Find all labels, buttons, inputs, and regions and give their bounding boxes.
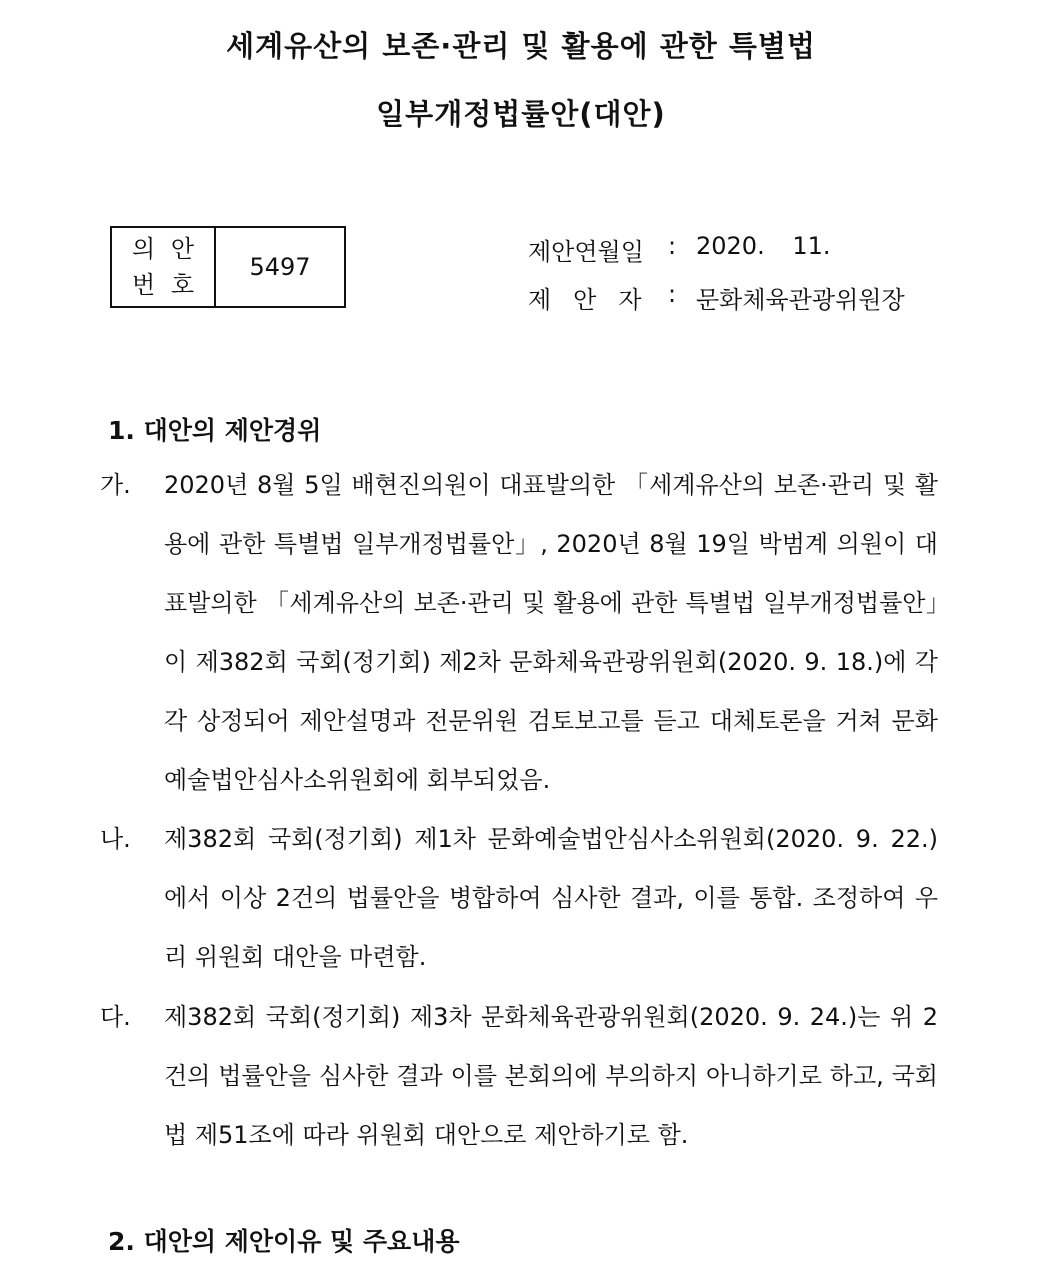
list-item	[100, 810, 938, 987]
bill-number-label-line2: 번 호	[132, 271, 198, 299]
section-heading-1: 1. 대안의 제안경위	[108, 416, 322, 445]
bill-number-label-line1: 의 안	[132, 235, 198, 263]
bill-number-box	[110, 226, 346, 308]
list-item-marker: 가.	[100, 471, 131, 499]
bill-number-label	[112, 228, 216, 306]
bill-number-value: 5497	[249, 253, 311, 281]
list-item	[100, 988, 938, 1165]
list-item-text: 2020년 8월 5일 배현진의원이 대표발의한 「세계유산의 보존·관리 및 활용에 관한 특별법 일부개정법률안」, 2020년 8월 19일 박범계 의원이 대표발의한 「세계유산의 보존·관리 및 활용에 관한 특별법 일부개정법률안」이 제382회 국회(정기회) 제2차 문화체육관광위원회(2020. 9. 18.)에 각각 상정되어 제안설명과 전문위원 검토보고를 듣고 대체토론을 거쳐 문화예술법안심사소위원회에 회부되었음.	[164, 471, 938, 794]
list-item-marker: 다.	[100, 1003, 131, 1031]
list-item-marker: 나.	[100, 825, 131, 853]
list-item-text: 제382회 국회(정기회) 제3차 문화체육관광위원회(2020. 9. 24.)는 위 2건의 법률안을 심사한 결과 이를 본회의에 부의하지 아니하기로 하고, 국회법 제51조에 따라 위원회 대안으로 제안하기로 함.	[164, 1003, 938, 1149]
proposer-value: 문화체육관광위원장	[696, 286, 905, 314]
list-item	[100, 456, 938, 810]
proposer-label: 제안자	[528, 286, 664, 314]
section-heading-2: 2. 대안의 제안이유 및 주요내용	[108, 1227, 460, 1256]
proposer-colon: :	[668, 280, 677, 308]
proposal-date-value: 2020. 11.	[696, 232, 831, 260]
proposer-row	[528, 280, 905, 315]
proposal-date-row	[528, 232, 831, 267]
proposal-date-label: 제안연월일	[528, 238, 644, 266]
document-title: 세계유산의 보존·관리 및 활용에 관한 특별법	[226, 29, 816, 63]
document-subtitle: 일부개정법률안(대안)	[376, 97, 666, 131]
proposal-date-colon: :	[668, 232, 677, 260]
list-item-text: 제382회 국회(정기회) 제1차 문화예술법안심사소위원회(2020. 9. 22.)에서 이상 2건의 법률안을 병합하여 심사한 결과, 이를 통합. 조정하여 우리 위원회 대안을 마련함.	[164, 825, 938, 971]
